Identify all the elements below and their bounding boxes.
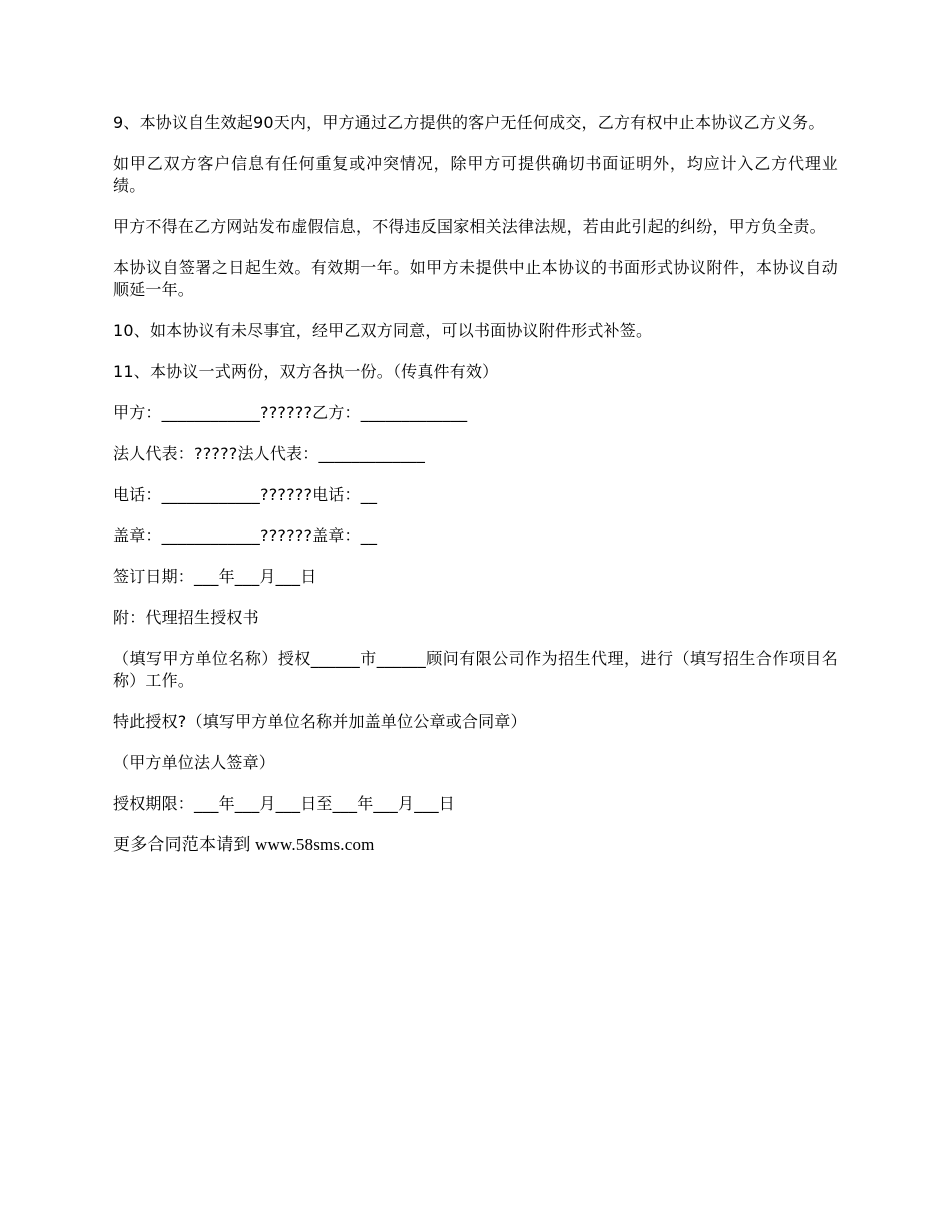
seal-line: 盖章：____________??????盖章：__ xyxy=(113,526,378,545)
authorization-text: （填写甲方单位名称）授权______市______顾问有限公司作为招生代理，进行（填写招生合作项目名称）工作。 xyxy=(113,649,838,690)
duplicate-client-clause: 如甲乙双方客户信息有任何重复或冲突情况，除甲方可提供确切书面证明外，均应计入乙方代理业绩。 xyxy=(113,154,838,195)
clause-10: 10、如本协议有未尽事宜，经甲乙双方同意，可以书面协议附件形式补签。 xyxy=(113,321,653,340)
legal-signature-line: （甲方单位法人签章） xyxy=(113,753,276,772)
footer-website-note: 更多合同范本请到 www.58sms.com xyxy=(113,835,375,854)
appendix-title: 附：代理招生授权书 xyxy=(113,608,259,627)
authorization-period-line: 授权期限：___年___月___日至___年___月___日 xyxy=(113,794,456,813)
clause-9: 9、本协议自生效起90天内，甲方通过乙方提供的客户无任何成交，乙方有权中止本协议乙方义务。 xyxy=(113,113,825,132)
legal-representative-line: 法人代表：?????法人代表：_____________ xyxy=(113,444,426,463)
document-body xyxy=(113,112,838,875)
signing-date-line: 签订日期：___年___月___日 xyxy=(113,567,317,586)
false-info-clause: 甲方不得在乙方网站发布虚假信息，不得违反国家相关法律法规，若由此引起的纠纷，甲方负全责。 xyxy=(113,217,826,236)
validity-clause: 本协议自签署之日起生效。有效期一年。如甲方未提供中止本协议的书面形式协议附件，本协议自动顺延一年。 xyxy=(113,258,838,299)
party-signature-line: 甲方：____________??????乙方：_____________ xyxy=(113,403,468,422)
phone-line: 电话：____________??????电话：__ xyxy=(113,485,378,504)
clause-11: 11、本协议一式两份，双方各执一份。（传真件有效） xyxy=(113,362,499,381)
authorization-statement: 特此授权?（填写甲方单位名称并加盖单位公章或合同章） xyxy=(113,712,527,731)
